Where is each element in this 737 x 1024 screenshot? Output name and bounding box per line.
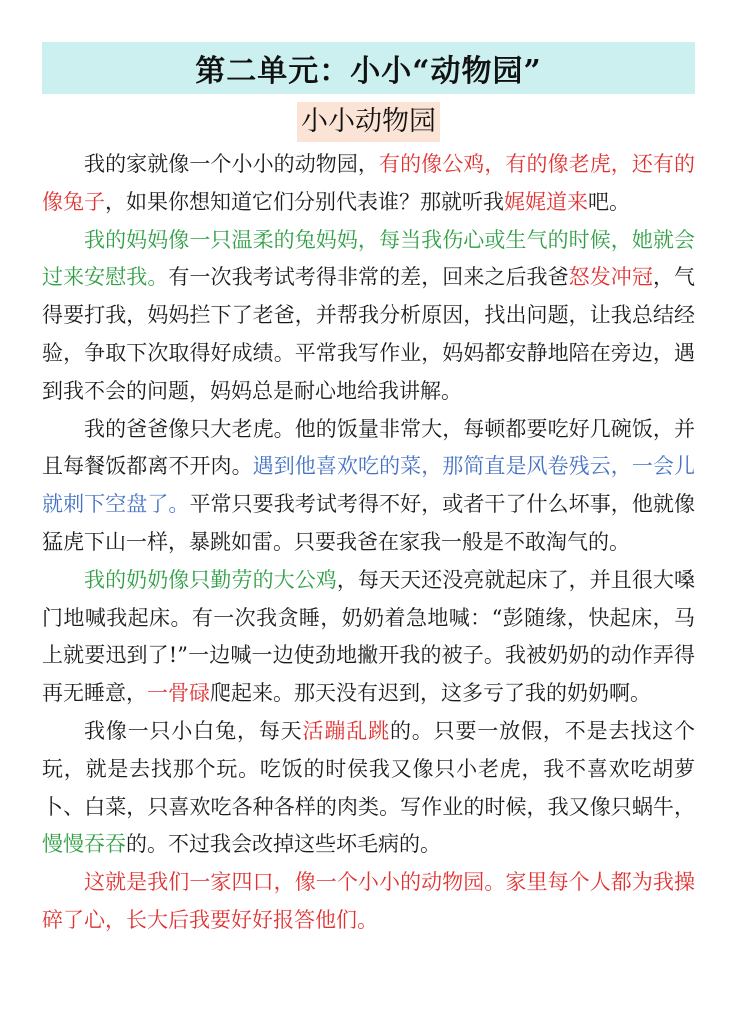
- essay-body: [42, 146, 695, 940]
- highlighted-text: 有的像公鸡，有的像老虎，还有的像兔子: [42, 152, 695, 214]
- highlighted-text: 我的奶奶像只勤劳的大公鸡: [84, 567, 337, 592]
- paragraph-text: 的。只要一放假，不是去找这个玩，就是去找那个玩。吃饭的时侯我又像只小老虎，我不喜欢吃胡萝卜、白菜，只喜欢吃各种各样的肉类。写作业的时候，我又像只蜗牛，: [42, 718, 696, 819]
- highlighted-text: 怒发冲冠: [568, 265, 653, 290]
- paragraph-text: 的。不过我会改掉这些坏毛病的。: [126, 832, 441, 857]
- paragraph-text: ，气得要打我，妈妈拦下了老爸，并帮我分析原因，找出问题，让我总结经验，争取下次取得好成绩。平常我写作业，妈妈都安静地陪在旁边，遇到我不会的问题，妈妈总是耐心地给我讲解。: [42, 265, 696, 403]
- essay-paragraph: [42, 146, 695, 222]
- paragraph-text: 我的家就像一个小小的动物园，: [84, 152, 379, 176]
- unit-title: 第二单元：小小“动物园”: [195, 54, 542, 89]
- essay-paragraph: [42, 562, 695, 713]
- document-page: [42, 42, 695, 940]
- paragraph-text: 平常只要我考试考得不好，或者干了什么坏事，他就像猛虎下山一样，暴跳如雷。只要我爸在家我一般是不敢淘气的。: [42, 492, 695, 554]
- essay-title-wrap: [42, 102, 695, 142]
- paragraph-text: 吧。: [588, 189, 630, 214]
- highlighted-text: 一骨碌: [147, 681, 210, 706]
- essay-title: 小小动物园: [297, 102, 440, 142]
- unit-header-bar: [42, 42, 695, 94]
- essay-paragraph: [42, 864, 695, 940]
- essay-paragraph: [42, 222, 695, 411]
- highlighted-text: 我的妈妈像一只温柔的兔妈妈，每当我伤心或生气的时候，她就会过来安慰我。: [42, 227, 695, 290]
- paragraph-text: 爬起来。那天没有迟到，这多亏了我的奶奶啊。: [210, 681, 651, 706]
- paragraph-text: 我像一只小白兔，每天: [84, 718, 303, 743]
- essay-paragraph: [42, 411, 695, 562]
- highlighted-text: 遇到他喜欢吃的菜，那简直是风卷残云，一会儿就刺下空盘了。: [42, 454, 696, 517]
- highlighted-text: 娓娓道来: [504, 189, 588, 214]
- paragraph-text: ，每天天还没亮就起床了，并且很大嗓门地喊我起床。有一次我贪睡，奶奶着急地喊：“彭随缘，快起床，马上就要迅到了!”一边喊一边使劲地撇开我的被子。我被奶奶的动作弄得再无睡意，: [42, 567, 696, 706]
- highlighted-text: 这就是我们一家四口，像一个小小的动物园。家里每个人都为我操碎了心，长大后我要好好报答他们。: [42, 870, 695, 932]
- paragraph-text: 有一次我考试考得非常的差，回来之后我爸: [168, 265, 569, 290]
- highlighted-text: 慢慢吞吞: [42, 832, 126, 857]
- paragraph-text: 我的爸爸像只大老虎。他的饭量非常大，每顿都要吃好几碗饭，并且每餐饭都离不开肉。: [42, 416, 695, 479]
- paragraph-text: ，如果你想知道它们分别代表谁？那就听我: [105, 189, 504, 214]
- essay-paragraph: [42, 713, 695, 864]
- highlighted-text: 活蹦乱跳: [302, 718, 390, 743]
